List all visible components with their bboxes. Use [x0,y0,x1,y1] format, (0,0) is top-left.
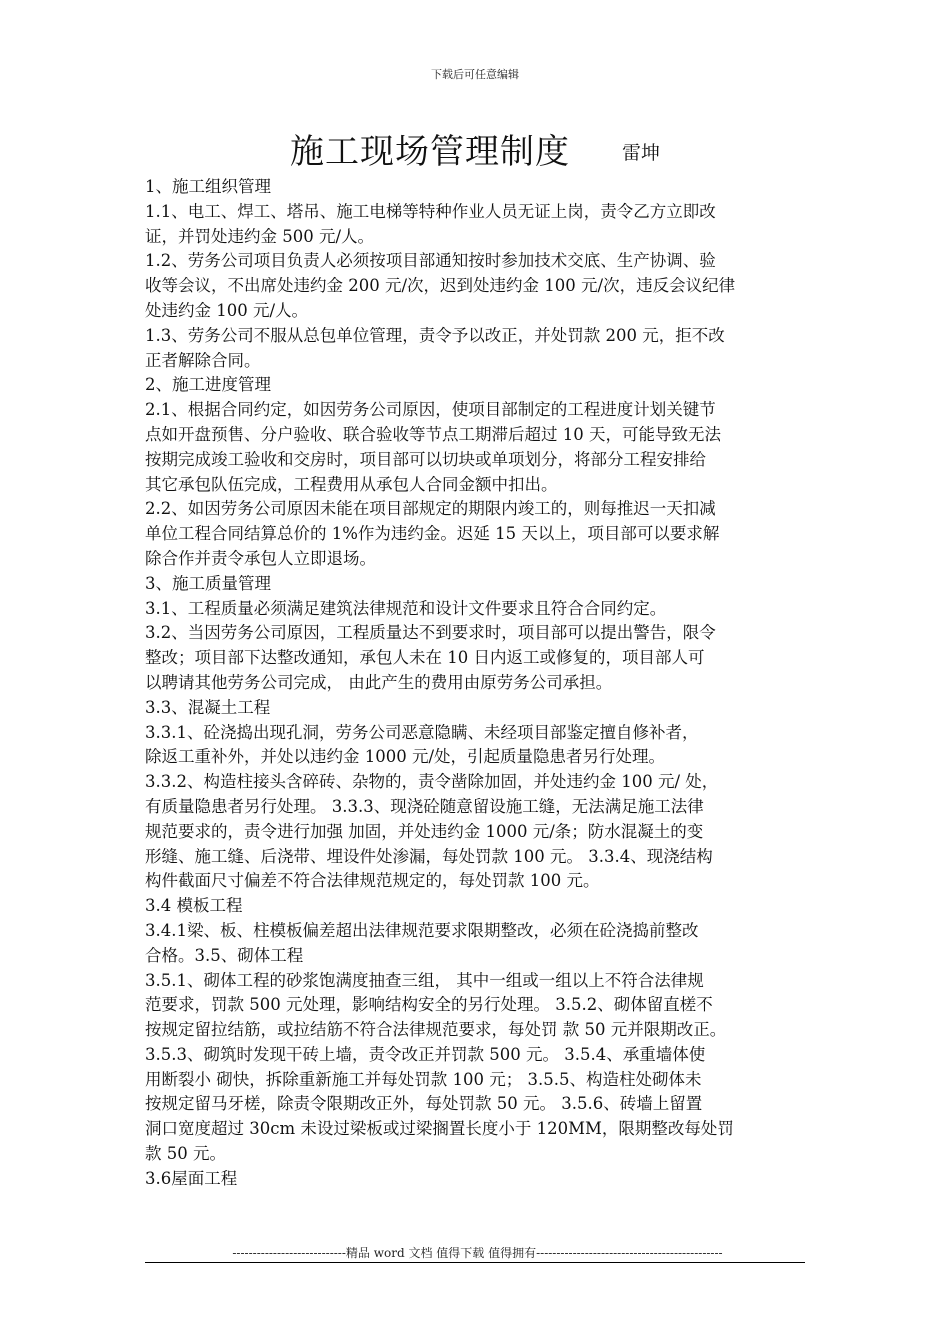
paragraph [145,894,810,919]
text-line: 规范要求的，责令进行加强 加固，并处违约金 1000 元/条；防水混凝土的变 [145,821,704,841]
text-line: 1.3、劳务公司不服从总包单位管理，责令予以改正，并处罚款 200 元，拒不改 [145,325,725,345]
text-line: 其它承包队伍完成，工程费用从承包人合同金额中扣出。 [145,474,558,494]
paragraph [145,398,810,497]
text-line: 按期完成竣工验收和交房时，项目部可以切块或单项划分，将部分工程安排给 [145,449,706,469]
text-line: 按规定留马牙槎，除责令限期改正外，每处罚款 50 元。 3.5.6、砖墙上留置 [145,1094,703,1114]
paragraph [145,373,810,398]
text-line: 款 50 元。 [145,1144,226,1164]
text-line: 有质量隐患者另行处理。 3.3.3、现浇砼随意留设施工缝，无法满足施工法律 [145,796,704,816]
paragraph [145,919,810,969]
text-line: 1.2、劳务公司项目负责人必须按项目部通知按时参加技术交底、生产协调、验 [145,251,716,271]
text-line: 以聘请其他劳务公司完成， 由此产生的费用由原劳务公司承担。 [145,672,613,692]
text-line: 构件截面尺寸偏差不符合法律规范规定的，每处罚款 100 元。 [145,871,600,891]
author-name: 雷坤 [621,142,660,164]
text-line: 处违约金 100 元/人。 [145,300,309,320]
text-line: 洞口宽度超过 30cm 未设过梁板或过梁搁置长度小于 120MM，限期整改每处罚 [145,1119,734,1139]
paragraph [145,969,810,1167]
text-line: 整改；项目部下达整改通知，承包人未在 10 日内返工或修复的，项目部人可 [145,648,705,668]
footer-rule [145,1262,805,1263]
paragraph [145,200,810,250]
text-line: 收等会议，不出席处违约金 200 元/次，迟到处违约金 100 元/次，违反会议纪律 [145,276,736,296]
paragraph [145,1167,810,1192]
paragraph [145,324,810,374]
text-line: 3.4 模板工程 [145,896,243,916]
text-line: 3.5.1、砌体工程的砂浆饱满度抽查三组， 其中一组或一组以上不符合法律规 [145,970,704,990]
text-line: 3.4.1梁、板、柱模板偏差超出法律规范要求限期整改，必须在砼浇捣前整改 [145,920,699,940]
paragraph [145,572,810,597]
text-line: 2.2、如因劳务公司原因未能在项目部规定的期限内竣工的，则每推迟一天扣减 [145,499,716,519]
text-line: 除合作并责令承包人立即退场。 [145,548,376,568]
text-line: 3.3.2、构造柱接头含碎砖、杂物的，责令凿除加固，并处违约金 100 元/ 处， [145,772,719,792]
paragraph [145,597,810,622]
paragraph [145,497,810,571]
document-body [145,175,810,1192]
text-line: 3.3、混凝土工程 [145,697,271,717]
paragraph [145,770,810,894]
text-line: 3.2、当因劳务公司原因，工程质量达不到要求时，项目部可以提出警告，限令 [145,623,716,643]
text-line: 3.1、工程质量必须满足建筑法律规范和设计文件要求且符合合同约定。 [145,598,667,618]
paragraph [145,249,810,323]
text-line: 3.6屋面工程 [145,1168,238,1188]
text-line: 范要求，罚款 500 元处理，影响结构安全的另行处理。 3.5.2、砌体留直槎不 [145,995,713,1015]
text-line: 点如开盘预售、分户验收、联合验收等节点工期滞后超过 10 天，可能导致无法 [145,424,721,444]
text-line: 3、施工质量管理 [145,573,271,593]
text-line: 按规定留拉结筋，或拉结筋不符合法律规范要求，每处罚 款 50 元并限期改正。 [145,1020,727,1040]
text-line: 3.5.3、砌筑时发现干砖上墙，责令改正并罚款 500 元。 3.5.4、承重墙体使 [145,1044,706,1064]
text-line: 正者解除合同。 [145,350,261,370]
text-line: 3.3.1、砼浇捣出现孔洞，劳务公司恶意隐瞒、未经项目部鉴定擅自修补者， [145,722,699,742]
text-line: 合格。3.5、砌体工程 [145,945,304,965]
text-line: 1.1、电工、焊工、塔吊、施工电梯等特种作业人员无证上岗，责令乙方立即改 [145,201,716,221]
text-line: 证，并罚处违约金 500 元/人。 [145,226,375,246]
text-line: 除返工重补外，并处以违约金 1000 元/处，引起质量隐患者另行处理。 [145,747,666,767]
paragraph [145,696,810,721]
text-line: 形缝、施工缝、后浇带、埋设件处渗漏，每处罚款 100 元。 3.3.4、现浇结构 [145,846,713,866]
text-line: 单位工程合同结算总价的 1%作为违约金。迟延 15 天以上，项目部可以要求解 [145,524,720,544]
header-note: 下载后可任意编辑 [431,68,519,81]
text-line: 用断裂小 砌快，拆除重新施工并每处罚款 100 元； 3.5.5、构造柱处砌体未 [145,1069,702,1089]
paragraph [145,721,810,771]
text-line: 2.1、根据合同约定，如因劳务公司原因，使项目部制定的工程进度计划关键节 [145,400,716,420]
paragraph [145,175,810,200]
text-line: 1、施工组织管理 [145,177,271,196]
paragraph [145,621,810,695]
page-footer: ----------------------------精品 word 文档 值得下载 值得拥有---------------------------------------------- [232,1246,723,1260]
title-row [0,124,950,173]
text-line: 2、施工进度管理 [145,375,271,395]
document-title: 施工现场管理制度 [289,132,570,172]
